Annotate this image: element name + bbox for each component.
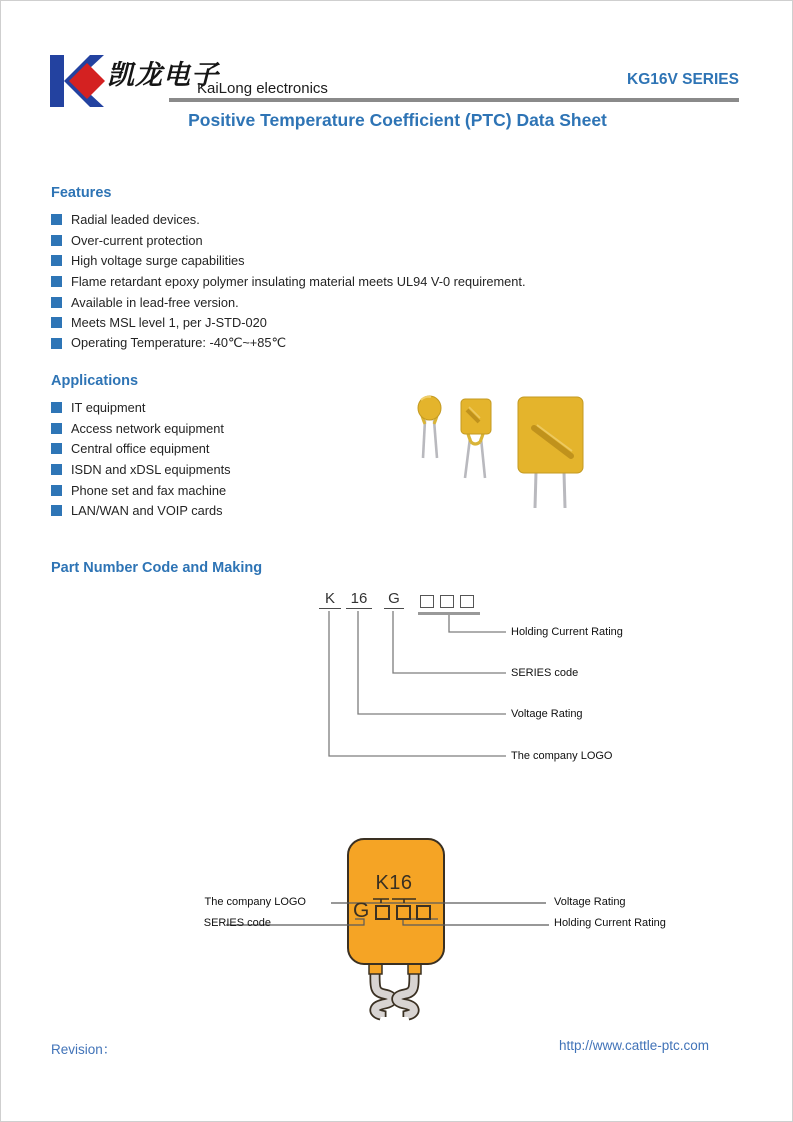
marking-label-company-logo: The company LOGO bbox=[204, 896, 306, 908]
part-number-heading: Part Number Code and Making bbox=[51, 560, 263, 576]
logo-red-diamond bbox=[69, 63, 105, 99]
application-text: ISDN and xDSL equipments bbox=[71, 461, 231, 477]
bullet-square-icon bbox=[51, 317, 62, 328]
revision-label: Revision： bbox=[51, 1042, 117, 1057]
marking-digit-box bbox=[375, 905, 390, 920]
marking-series-letter: G bbox=[353, 899, 370, 922]
feature-item bbox=[51, 209, 526, 230]
pn-code-logo: K bbox=[319, 590, 341, 609]
marking-digit-box bbox=[416, 905, 431, 920]
bullet-square-icon bbox=[51, 338, 62, 349]
application-item bbox=[51, 418, 231, 439]
feature-text: Meets MSL level 1, per J-STD-020 bbox=[71, 315, 267, 331]
ptc-device-large bbox=[518, 397, 583, 508]
feature-text: Over-current protection bbox=[71, 232, 203, 248]
ptc-device-small bbox=[418, 396, 441, 458]
pn-code-voltage: 16 bbox=[346, 590, 372, 609]
bullet-square-icon bbox=[51, 297, 62, 308]
application-item bbox=[51, 438, 231, 459]
application-item bbox=[51, 500, 231, 521]
ptc-device-photos bbox=[401, 386, 621, 514]
bullet-square-icon bbox=[51, 276, 62, 287]
feature-item bbox=[51, 230, 526, 251]
marking-line1: K16 bbox=[375, 872, 413, 894]
applications-heading: Applications bbox=[51, 373, 139, 389]
bullet-square-icon bbox=[51, 423, 62, 434]
company-logo-icon bbox=[46, 49, 110, 113]
bullet-square-icon bbox=[51, 255, 62, 266]
ptc-device-medium bbox=[461, 399, 491, 478]
feature-text: Operating Temperature: -40℃~+85℃ bbox=[71, 335, 286, 351]
feature-text: High voltage surge capabilities bbox=[71, 253, 245, 269]
application-text: Access network equipment bbox=[71, 420, 224, 436]
pn-label-voltage-rating: Voltage Rating bbox=[511, 708, 583, 720]
features-section bbox=[51, 185, 526, 354]
application-item bbox=[51, 397, 231, 418]
features-heading: Features bbox=[51, 185, 112, 201]
device-leads bbox=[375, 969, 414, 1017]
bullet-square-icon bbox=[51, 214, 62, 225]
bullet-square-icon bbox=[51, 402, 62, 413]
feature-text: Flame retardant epoxy polymer insulating material meets UL94 V-0 requirement. bbox=[71, 273, 526, 289]
pn-label-series-code: SERIES code bbox=[511, 667, 579, 679]
application-item bbox=[51, 459, 231, 480]
feature-item bbox=[51, 271, 526, 292]
bullet-square-icon bbox=[51, 485, 62, 496]
website-link[interactable]: http://www.cattle-ptc.com bbox=[558, 1038, 709, 1053]
bullet-square-icon bbox=[51, 443, 62, 454]
applications-list bbox=[51, 397, 231, 521]
feature-text: Available in lead-free version. bbox=[71, 294, 239, 310]
marking-label-voltage-rating: Voltage Rating bbox=[554, 896, 626, 908]
company-name-english: KaiLong electronics bbox=[197, 80, 328, 97]
marking-digit-box bbox=[396, 905, 411, 920]
applications-section bbox=[51, 373, 231, 521]
series-title: KG16V SERIES bbox=[627, 71, 739, 88]
marking-label-holding-current: Holding Current Rating bbox=[554, 917, 666, 929]
pn-label-holding-current: Holding Current Rating bbox=[511, 626, 623, 638]
feature-item bbox=[51, 333, 526, 354]
pn-connector-lines bbox=[301, 586, 721, 776]
application-text: Central office equipment bbox=[71, 441, 210, 457]
application-text: LAN/WAN and VOIP cards bbox=[71, 503, 223, 519]
bullet-square-icon bbox=[51, 505, 62, 516]
bullet-square-icon bbox=[51, 464, 62, 475]
pn-label-company-logo: The company LOGO bbox=[511, 750, 613, 762]
bullet-square-icon bbox=[51, 235, 62, 246]
pn-code-series: G bbox=[384, 590, 404, 609]
company-name-chinese: 凯龙电子 bbox=[107, 60, 219, 91]
feature-item bbox=[51, 292, 526, 313]
features-list bbox=[51, 209, 526, 354]
feature-item bbox=[51, 250, 526, 271]
feature-text: Radial leaded devices. bbox=[71, 211, 200, 227]
marking-label-series-code: SERIES code bbox=[203, 917, 271, 929]
application-item bbox=[51, 480, 231, 501]
application-text: Phone set and fax machine bbox=[71, 482, 227, 498]
application-text: IT equipment bbox=[71, 399, 146, 415]
page-title: Positive Temperature Coefficient (PTC) Data Sheet bbox=[188, 110, 607, 130]
feature-item bbox=[51, 312, 526, 333]
logo-k-bar bbox=[50, 55, 64, 107]
header-divider bbox=[169, 98, 739, 102]
